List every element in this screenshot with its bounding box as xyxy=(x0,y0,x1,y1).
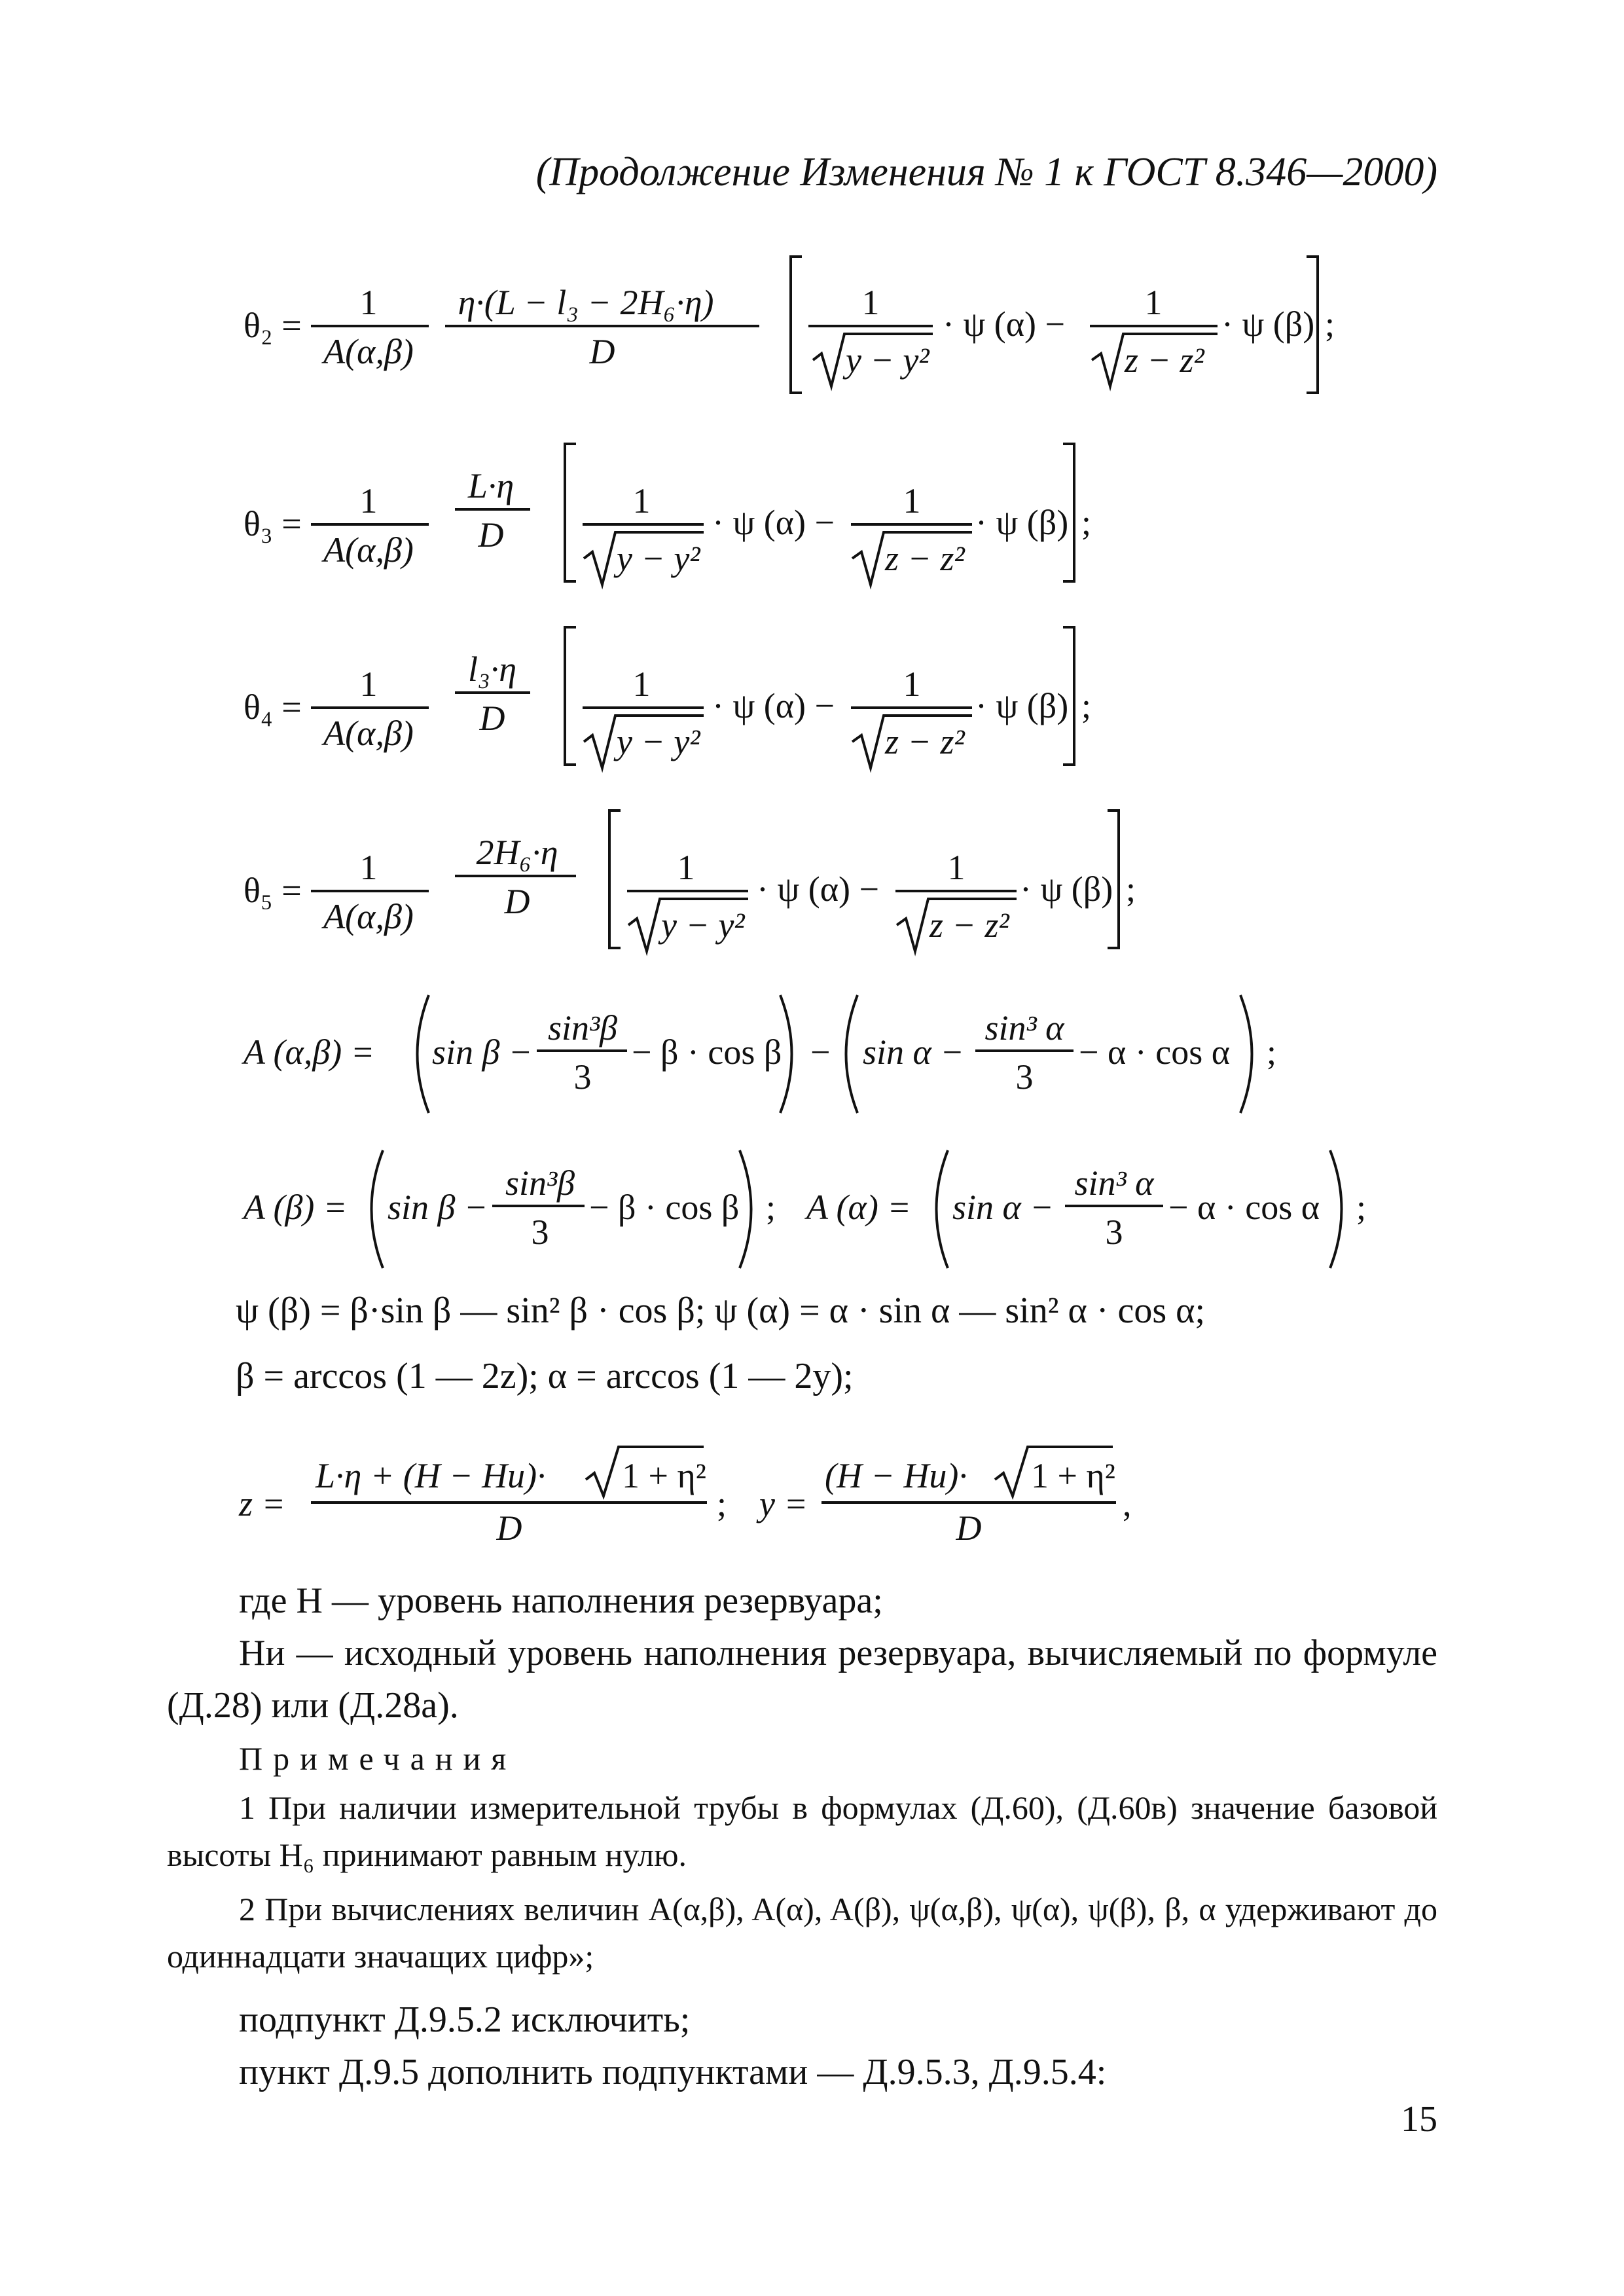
svg-text:θ₅ =: θ₅ = xyxy=(244,871,302,910)
svg-text:z − z²: z − z² xyxy=(1125,340,1204,380)
svg-text:− β · cos β: − β · cos β xyxy=(589,1188,740,1227)
svg-text:3: 3 xyxy=(531,1212,549,1252)
formula-theta2 xyxy=(244,257,1335,393)
svg-text:1 + η²: 1 + η² xyxy=(622,1456,706,1495)
svg-text:D: D xyxy=(478,515,504,555)
svg-text:1: 1 xyxy=(632,481,651,520)
svg-text:−: − xyxy=(810,1032,831,1072)
svg-text:(H − Hи)·: (H − Hи)· xyxy=(825,1456,967,1495)
formula-a-beta-a-alpha xyxy=(242,1150,1366,1268)
formula-theta3 xyxy=(244,444,1091,585)
svg-text:A (α,β) =: A (α,β) = xyxy=(244,1032,375,1072)
svg-text:y =: y = xyxy=(759,1484,808,1523)
svg-text:− α · cos α: − α · cos α xyxy=(1079,1032,1231,1072)
svg-text:sin³ α: sin³ α xyxy=(1074,1163,1154,1203)
svg-text:;: ; xyxy=(1081,503,1092,542)
svg-text:L·η + (H − Hи)·: L·η + (H − Hи)· xyxy=(316,1456,546,1495)
svg-text:l₃·η: l₃·η xyxy=(467,649,517,689)
svg-text:z − z²: z − z² xyxy=(885,539,965,578)
svg-text:1: 1 xyxy=(359,283,378,322)
svg-text:;: ; xyxy=(1325,304,1335,344)
svg-text:;: ; xyxy=(717,1484,727,1523)
svg-text:A (α) =: A (α) = xyxy=(806,1188,911,1227)
svg-text:y − y²: y − y² xyxy=(617,722,700,761)
svg-text:sin α −: sin α − xyxy=(863,1032,964,1072)
svg-text:D: D xyxy=(496,1508,522,1548)
svg-text:2H₆·η: 2H₆·η xyxy=(476,833,558,872)
svg-text:3: 3 xyxy=(1015,1057,1034,1097)
svg-text:A(α,β): A(α,β) xyxy=(323,530,414,570)
formula-theta5 xyxy=(244,811,1136,951)
svg-text:1: 1 xyxy=(677,848,695,887)
svg-text:A(α,β): A(α,β) xyxy=(323,332,414,371)
svg-text:· ψ (β): · ψ (β) xyxy=(1020,869,1113,909)
svg-text:1 + η²: 1 + η² xyxy=(1031,1456,1115,1495)
svg-text:η·(L − l₃ − 2H₆·η): η·(L − l₃ − 2H₆·η) xyxy=(458,283,714,322)
svg-text:A(α,β): A(α,β) xyxy=(323,714,414,753)
svg-text:θ₄ =: θ₄ = xyxy=(244,687,302,727)
svg-text:;: ; xyxy=(1267,1032,1277,1072)
svg-text:;: ; xyxy=(1356,1188,1367,1227)
svg-text:,: , xyxy=(1123,1484,1132,1523)
text-line-1: подпункт Д.9.5.2 исключить; xyxy=(239,1999,691,2040)
svg-text:− α · cos α: − α · cos α xyxy=(1168,1188,1320,1227)
where-h: где H — уровень наполнения резервуара; xyxy=(239,1580,883,1621)
svg-text:1: 1 xyxy=(359,481,378,520)
svg-text:y − y²: y − y² xyxy=(846,340,929,380)
svg-text:;: ; xyxy=(766,1188,776,1227)
page-number: 15 xyxy=(1401,2099,1437,2140)
svg-text:1: 1 xyxy=(359,848,378,887)
svg-text:1: 1 xyxy=(947,848,965,887)
svg-text:L·η: L·η xyxy=(467,466,514,505)
svg-text:sin³ α: sin³ α xyxy=(984,1008,1064,1048)
svg-text:z − z²: z − z² xyxy=(885,722,965,761)
svg-text:sin³β: sin³β xyxy=(505,1163,575,1203)
svg-text:− β · cos β: − β · cos β xyxy=(632,1032,782,1072)
svg-text:θ₂ =: θ₂ = xyxy=(244,306,302,345)
formula-beta-alpha: β = arccos (1 — 2z); α = arccos (1 — 2y); xyxy=(236,1356,854,1396)
svg-text:A (β) =: A (β) = xyxy=(244,1188,348,1227)
note-1: 1 При наличии измерительной трубы в формулах (Д.60), (Д.60в) значение базовой высоты H₆ принимают равным нулю. xyxy=(167,1789,1437,1873)
page-header: (Продолжение Изменения № 1 к ГОСТ 8.346—2000) xyxy=(535,150,1437,194)
svg-text:D: D xyxy=(589,332,615,371)
svg-text:· ψ (β): · ψ (β) xyxy=(975,686,1069,725)
svg-text:D: D xyxy=(504,882,530,921)
svg-text:z =: z = xyxy=(239,1484,285,1523)
svg-text:y − y²: y − y² xyxy=(661,905,745,945)
svg-text:3: 3 xyxy=(1105,1212,1123,1252)
svg-text:· ψ (α) −: · ψ (α) − xyxy=(712,503,835,542)
svg-text:y − y²: y − y² xyxy=(617,539,700,578)
where-hi: Hи — исходный уровень наполнения резервуара, вычисляемый по формуле (Д.28) или (Д.28а). xyxy=(167,1633,1437,1726)
svg-text:sin β −: sin β − xyxy=(432,1032,533,1072)
svg-text:z − z²: z − z² xyxy=(929,905,1009,945)
svg-text:· ψ (β): · ψ (β) xyxy=(1221,304,1315,344)
notes-title: Примечания xyxy=(239,1740,517,1777)
svg-text:1: 1 xyxy=(632,665,651,704)
svg-text:1: 1 xyxy=(359,665,378,704)
svg-text:sin³β: sin³β xyxy=(547,1008,618,1048)
svg-text:· ψ (β): · ψ (β) xyxy=(975,503,1069,542)
svg-text:· ψ (α) −: · ψ (α) − xyxy=(757,869,879,909)
svg-text:1: 1 xyxy=(1144,283,1163,322)
svg-text:1: 1 xyxy=(903,481,921,520)
svg-text:1: 1 xyxy=(903,665,921,704)
svg-text:3: 3 xyxy=(573,1057,592,1097)
svg-text:D: D xyxy=(479,699,505,738)
svg-text:· ψ (α) −: · ψ (α) − xyxy=(943,304,1065,344)
svg-text:sin α −: sin α − xyxy=(952,1188,1054,1227)
svg-text:θ₃ =: θ₃ = xyxy=(244,504,302,543)
svg-text:;: ; xyxy=(1081,686,1092,725)
svg-text:A(α,β): A(α,β) xyxy=(323,897,414,936)
formula-theta4 xyxy=(244,627,1091,768)
svg-text:· ψ (α) −: · ψ (α) − xyxy=(712,686,835,725)
svg-text:;: ; xyxy=(1126,869,1136,909)
svg-text:D: D xyxy=(956,1508,982,1548)
svg-text:sin β −: sin β − xyxy=(388,1188,488,1227)
formula-z-y xyxy=(238,1447,1132,1548)
note-2: 2 При вычислениях величин A(α,β), A(α), A(β), ψ(α,β), ψ(α), ψ(β), β, α удерживают до одиннадцати значащих цифр»; xyxy=(167,1891,1437,1975)
formula-psi: ψ (β) = β·sin β — sin² β · cos β; ψ (α) = α · sin α — sin² α · cos α; xyxy=(236,1290,1206,1331)
svg-text:1: 1 xyxy=(861,283,880,322)
formula-a-alpha-beta xyxy=(242,995,1276,1113)
text-line-2: пункт Д.9.5 дополнить подпунктами — Д.9.5.3, Д.9.5.4: xyxy=(239,2052,1107,2092)
